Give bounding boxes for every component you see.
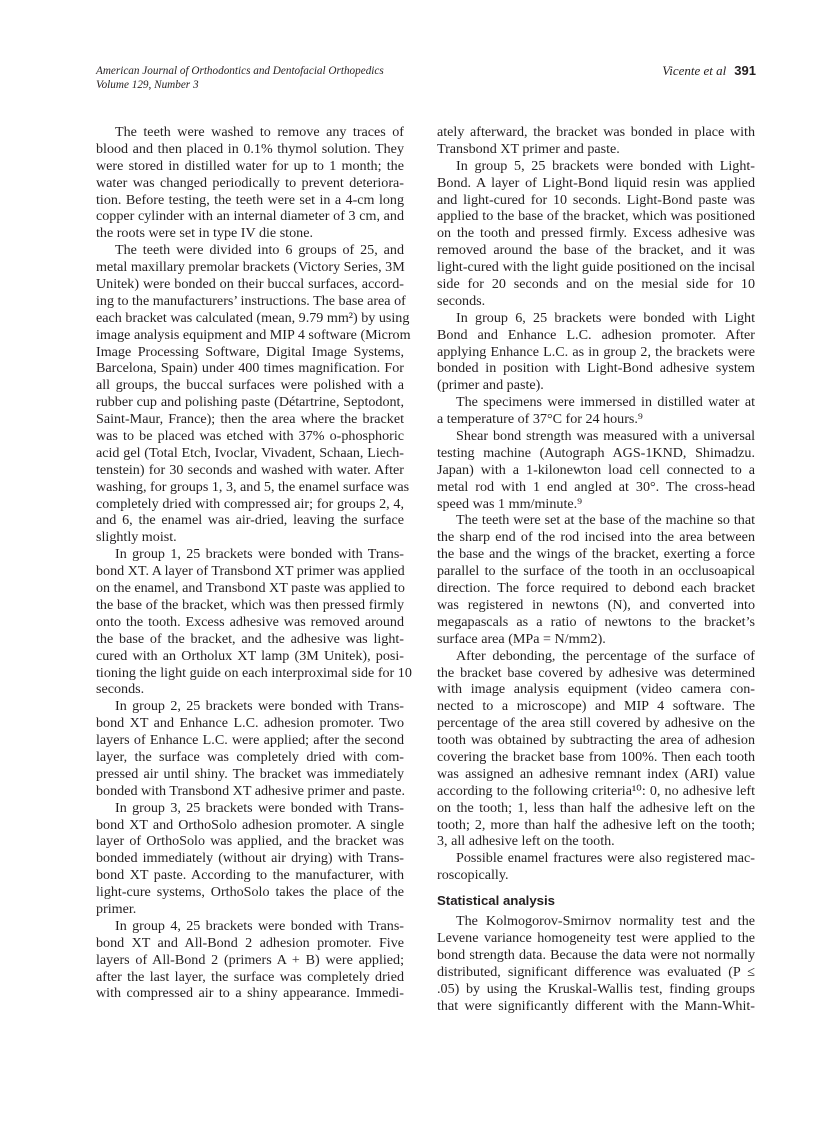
text-line: Shear bond strength was measured with a universal (456, 428, 755, 445)
text-line: pressed air until shiny. The bracket was immediately (96, 765, 404, 782)
paragraph (437, 124, 755, 158)
paragraph (437, 512, 755, 647)
text-line: with compressed air to a shiny appearance. Immedi- (96, 985, 404, 1002)
text-line: with image analysis equipment (video camera con- (437, 681, 755, 698)
text-line: seconds. (437, 292, 486, 309)
text-line: tioning the light guide on each interproximal side for 10 (96, 664, 412, 681)
text-line: and 6, the enamel was air-dried, leaving the surface (96, 512, 404, 529)
left-column (96, 124, 412, 1002)
text-line: ately afterward, the bracket was bonded in place with (437, 124, 755, 140)
text-line: the sharp end of the rod incised into the area between (437, 529, 755, 546)
text-line: nected to a microscope) and MIP 4 software. The (437, 698, 755, 715)
text-line: side for 20 seconds and on the mesial side for 10 (437, 276, 755, 293)
text-line: layers of Enhance L.C. were applied; after the second (96, 732, 404, 749)
text-line: After debonding, the percentage of the surface of (456, 647, 755, 664)
text-line: light-cure systems, OrthoSolo takes the place of the (96, 884, 404, 901)
text-line: Possible enamel fractures were also registered mac- (456, 850, 755, 867)
text-line: were stored in distilled water for up to 1 month; the (96, 157, 404, 174)
text-line: The teeth were set at the base of the machine so that (456, 512, 755, 529)
text-line: bond XT and OrthoSolo adhesion promoter. A single (96, 816, 404, 833)
text-line: the base of the bracket, and the adhesive was light- (96, 630, 404, 647)
text-line: layer of OrthoSolo was applied, and the bracket was (96, 833, 404, 850)
text-line: was registered in newtons (N), and converted into (437, 596, 755, 613)
text-line: tion. Before testing, the teeth were set in a 4-cm long (96, 191, 404, 208)
right-column (437, 124, 755, 1014)
text-line: The teeth were divided into 6 groups of 25, and (115, 242, 404, 259)
text-line: The teeth were washed to remove any traces of (115, 124, 404, 140)
text-line: the base of the bracket, which was then pressed firmly (96, 596, 404, 613)
text-line: metal maxillary premolar brackets (Victory Series, 3M (96, 259, 405, 276)
text-line: Japan) with a 1-kilonewton load cell connected to a (437, 461, 755, 478)
text-line: In group 2, 25 brackets were bonded with Trans- (115, 698, 404, 715)
text-line: bond XT paste. According to the manufacturer, with (96, 867, 404, 884)
text-line: copper cylinder with an internal diameter of 3 cm, and (96, 208, 404, 225)
text-line: In group 6, 25 brackets were bonded with Light (456, 309, 755, 326)
author-running-title: Vicente et al (662, 63, 727, 78)
running-head (96, 64, 756, 92)
text-line: bonded immediately (without air drying) with Trans- (96, 850, 404, 867)
text-line: metal rod with 1 end angled at 30°. The cross-head (437, 478, 755, 495)
text-line: In group 1, 25 brackets were bonded with Trans- (115, 546, 404, 563)
text-line: In group 5, 25 brackets were bonded with Light- (456, 157, 755, 174)
text-line: direction. The force required to debond each bracket (437, 580, 755, 597)
text-line: completely dried with compressed air; for groups 2, 4, (96, 495, 404, 512)
text-line: on the enamel, and Transbond XT paste was applied to (96, 580, 405, 597)
text-line: distributed, significant difference was evaluated (P ≤ (437, 963, 755, 980)
text-line: megapascals as a ratio of newtons to the bracket’s (437, 613, 755, 630)
text-line: the roots were set in type IV die stone. (96, 225, 313, 242)
paragraph (437, 310, 755, 394)
text-line: covering the bracket base from 100%. Then each tooth (437, 748, 755, 765)
text-line: image analysis equipment and MIP 4 software (Microm (96, 326, 411, 343)
text-line: ing to the manufacturers’ instructions. The base area of (96, 292, 406, 309)
text-line: Barcelona, Spain) under 400 times magnification. For (96, 360, 404, 377)
text-line: rubber cup and polishing paste (Détartrine, Septodont, (96, 394, 404, 411)
paragraph (96, 124, 404, 242)
paragraph (96, 546, 412, 698)
paragraph (437, 158, 755, 310)
text-line: layer, the surface was completely dried with com- (96, 748, 404, 765)
paragraph (96, 918, 404, 1002)
text-line: tenstein) for 30 seconds and washed with water. After (96, 461, 404, 478)
text-line: slightly moist. (96, 529, 177, 546)
text-line: on the tooth; 1, less than half the adhesive left on the (437, 799, 755, 816)
journal-volume: Volume 129, Number 3 (96, 79, 199, 91)
text-line: bond strength data. Because the data were not normally (437, 946, 755, 963)
paragraph (437, 428, 755, 512)
text-line: light-cured with the light guide positioned on the incisal (437, 259, 755, 276)
text-line: Transbond XT primer and paste. (437, 140, 620, 157)
text-line: after the last layer, the surface was completely dried (96, 968, 404, 985)
text-line: Image Processing Software, Digital Image Systems, (96, 343, 404, 360)
text-line: bond XT and All-Bond 2 adhesion promoter. Five (96, 934, 404, 951)
text-line: Levene variance homogeneity test were applied to the (437, 929, 755, 946)
text-line: bonded with Transbond XT adhesive primer and paste. (96, 782, 405, 799)
text-line: on the tooth and pressed firmly. Excess adhesive was (437, 225, 755, 242)
text-line: tooth was obtained by subtracting the area of adhesion (437, 732, 755, 749)
text-line: In group 4, 25 brackets were bonded with Trans- (115, 917, 404, 934)
text-line: applied to the base of the bracket, which was positioned (437, 208, 755, 225)
text-line: removed around the base of the bracket, and it was (437, 242, 755, 259)
text-line: speed was 1 mm/minute.⁹ (437, 495, 583, 512)
paragraph (437, 913, 755, 1014)
text-line: The Kolmogorov-Smirnov normality test and the (456, 913, 755, 930)
text-line: applying Enhance L.C. as in group 2, the brackets were (437, 343, 755, 360)
text-line: roscopically. (437, 867, 509, 884)
paragraph (437, 394, 755, 428)
text-line: acid gel (Total Etch, Ivoclar, Vivadent, Schaan, Liech- (96, 444, 404, 461)
text-line: onto the tooth. Excess adhesive was removed around (96, 613, 404, 630)
page-number: 391 (734, 63, 756, 78)
text-line: percentage of the area still covered by adhesive on the (437, 715, 755, 732)
text-line: was to be placed was etched with 37% o-phosphoric (96, 428, 404, 445)
text-line: The specimens were immersed in distilled water at (456, 394, 755, 411)
section-heading: Statistical analysis (437, 893, 556, 909)
text-line: bond XT. A layer of Transbond XT primer was applied (96, 563, 405, 580)
text-line: 3, all adhesive left on the tooth. (437, 833, 615, 850)
paragraph (96, 698, 404, 799)
text-line: seconds. (96, 681, 145, 698)
paragraph (96, 242, 411, 546)
text-line: In group 3, 25 brackets were bonded with Trans- (115, 799, 404, 816)
text-line: Bond. A layer of Light-Bond liquid resin was applied (437, 174, 755, 191)
text-line: parallel to the surface of the tooth in an occlusoapical (437, 563, 755, 580)
text-line: each bracket was calculated (mean, 9.79 mm²) by using (96, 309, 410, 326)
text-line: and light-cured for 10 seconds. Light-Bond paste was (437, 191, 755, 208)
text-line: water was changed periodically to prevent deteriora- (96, 174, 404, 191)
text-line: (primer and paste). (437, 377, 544, 394)
text-line: Saint-Maur, France); then the area where the bracket (96, 411, 404, 428)
paragraph (437, 648, 755, 851)
text-line: a temperature of 37°C for 24 hours.⁹ (437, 411, 643, 428)
text-line: tooth; 2, more than half the adhesive left on the tooth; (437, 816, 755, 833)
text-line: all groups, the buccal surfaces were polished with a (96, 377, 404, 394)
journal-title: American Journal of Orthodontics and Dentofacial Orthopedics (96, 65, 384, 77)
text-line: surface area (MPa = N/mm2). (437, 630, 606, 647)
running-head-right (662, 64, 756, 79)
paragraph (437, 850, 755, 884)
text-line: Bond and Enhance L.C. adhesion promoter. After (437, 326, 755, 343)
text-line: washing, for groups 1, 3, and 5, the enamel surface was (96, 478, 410, 495)
text-line: that were significantly different with the Mann-Whit- (437, 997, 755, 1014)
text-line: Unitek) were bonded on their buccal surfaces, accord- (96, 276, 404, 293)
text-line: bond XT and Enhance L.C. adhesion promoter. Two (96, 715, 404, 732)
text-line: blood and then placed in 0.1% thymol solution. They (96, 140, 404, 157)
paragraph (96, 800, 404, 918)
text-line: testing machine (Autograph AGS-1KND, Shimadzu. (437, 444, 755, 461)
text-line: the bracket base covered by adhesive was determined (437, 664, 755, 681)
text-line: was assigned an adhesive remnant index (ARI) value (437, 765, 755, 782)
text-line: cured with an Ortholux XT lamp (3M Unitek), posi- (96, 647, 404, 664)
text-line: according to the following criteria¹⁰: 0, no adhesive left (437, 782, 755, 799)
text-line: primer. (96, 900, 137, 917)
text-line: .05) by using the Kruskal-Wallis test, finding groups (437, 980, 755, 997)
text-line: layers of All-Bond 2 (primers A + B) were applied; (96, 951, 404, 968)
text-line: the base and the wings of the bracket, exerting a force (437, 546, 755, 563)
text-line: bonded in position with Light-Bond adhesive system (437, 360, 755, 377)
